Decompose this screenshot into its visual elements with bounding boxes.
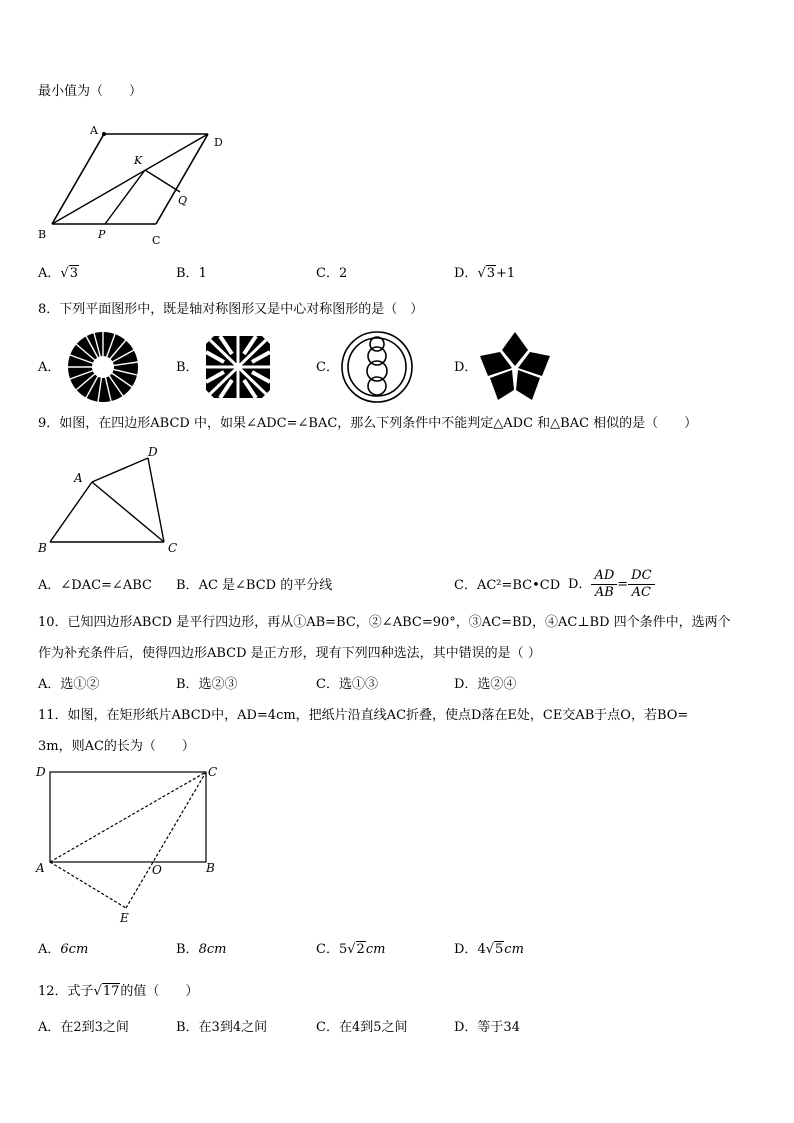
- q8-option-b-letter: B．: [176, 360, 199, 375]
- sunburst-circle-icon: [66, 330, 140, 404]
- q8-option-c-letter: C．: [316, 360, 339, 375]
- q7-stem-tail: 最小值为（ ）: [38, 84, 143, 99]
- q9-label-B: B: [38, 541, 47, 555]
- q12-stem: 12．式子√17的值（ ）: [38, 984, 199, 999]
- q9-option-c: C．AC²=BC•CD: [454, 578, 561, 593]
- q11-label-B: B: [206, 861, 215, 875]
- q11-label-A: A: [36, 861, 45, 875]
- q7-label-A: A: [90, 124, 98, 137]
- q10-option-c: C．选①③: [316, 677, 378, 692]
- q10-stem-line2: 作为补充条件后，使得四边形ABCD 是正方形，现有下列四种选法，其中错误的是（ ）: [38, 646, 541, 661]
- q11-stem-line2: 3m，则AC的长为（ ）: [38, 739, 195, 754]
- q12-option-c: C．在4到5之间: [316, 1020, 408, 1035]
- q9-stem: 9．如图，在四边形ABCD 中，如果∠ADC=∠BAC，那么下列条件中不能判定△ADC 和△BAC 相似的是（ ）: [38, 416, 698, 431]
- q12-option-b: B．在3到4之间: [176, 1020, 268, 1035]
- q11-label-O: O: [152, 863, 162, 877]
- q7-option-a: A．√3: [38, 266, 78, 281]
- q10-option-a: A．选①②: [38, 677, 100, 692]
- q9-fraction-dc-ac: $\frac{DC}{AC}$: [628, 568, 654, 601]
- q12-option-a: A．在2到3之间: [38, 1020, 129, 1035]
- q11-option-d: D．4√5cm: [454, 942, 524, 957]
- q11-stem-line1: 11．如图，在矩形纸片ABCD中，AD=4cm，把纸片沿直线AC折叠，使点D落在E处，CE交AB于点O，若BO=: [38, 708, 689, 723]
- q8-stem: 8．下列平面图形中，既是轴对称图形又是中心对称图形的是（ ）: [38, 302, 424, 317]
- q9-label-C: C: [168, 541, 178, 555]
- q7-option-c: C．2: [316, 266, 348, 281]
- q7-option-b: B．1: [176, 266, 207, 281]
- q8-option-d-letter: D．: [454, 360, 478, 375]
- pentagon-star-icon: [478, 330, 552, 404]
- q9-label-A: A: [74, 471, 83, 485]
- q11-label-D: D: [36, 765, 46, 779]
- q11-label-C: C: [208, 765, 218, 779]
- stacked-circles-icon: [340, 330, 414, 404]
- q7-parallelogram-figure: [30, 118, 230, 248]
- q10-option-b: B．选②③: [176, 677, 238, 692]
- q11-label-E: E: [120, 911, 129, 925]
- q7-label-K: K: [134, 154, 143, 167]
- q7-label-D: D: [214, 136, 223, 149]
- q7-label-P: P: [98, 228, 106, 241]
- q11-option-a: A．6cm: [38, 942, 89, 957]
- q11-option-b: B．8cm: [176, 942, 227, 957]
- q7-label-Q: Q: [178, 194, 188, 207]
- q11-option-c: C．5√2cm: [316, 942, 386, 957]
- q9-label-D: D: [148, 446, 158, 459]
- q12-option-d: D．等于34: [454, 1020, 520, 1035]
- q9-option-d: D． $\frac{AD}{AB}$ = $\frac{DC}{AC}$: [568, 567, 655, 603]
- q9-quadrilateral-figure: [36, 446, 186, 556]
- q7-option-d: D．√3+1: [454, 266, 516, 281]
- q7-label-B: B: [38, 228, 47, 241]
- q9-option-a: A．∠DAC=∠ABC: [38, 578, 152, 593]
- q8-option-a-letter: A．: [38, 360, 61, 375]
- snowflake-star-icon: [202, 332, 274, 402]
- q9-option-b: B．AC 是∠BCD 的平分线: [176, 578, 333, 593]
- q9-fraction-ad-ab: $\frac{AD}{AB}$: [591, 568, 617, 601]
- q7-label-C: C: [152, 234, 161, 247]
- q11-rectangle-fold-figure: [34, 760, 224, 926]
- q10-option-d: D．选②④: [454, 677, 517, 692]
- q10-stem-line1: 10．已知四边形ABCD 是平行四边形，再从①AB=BC，②∠ABC=90°，③AC=BD，④AC⊥BD 四个条件中，选两个: [38, 615, 731, 630]
